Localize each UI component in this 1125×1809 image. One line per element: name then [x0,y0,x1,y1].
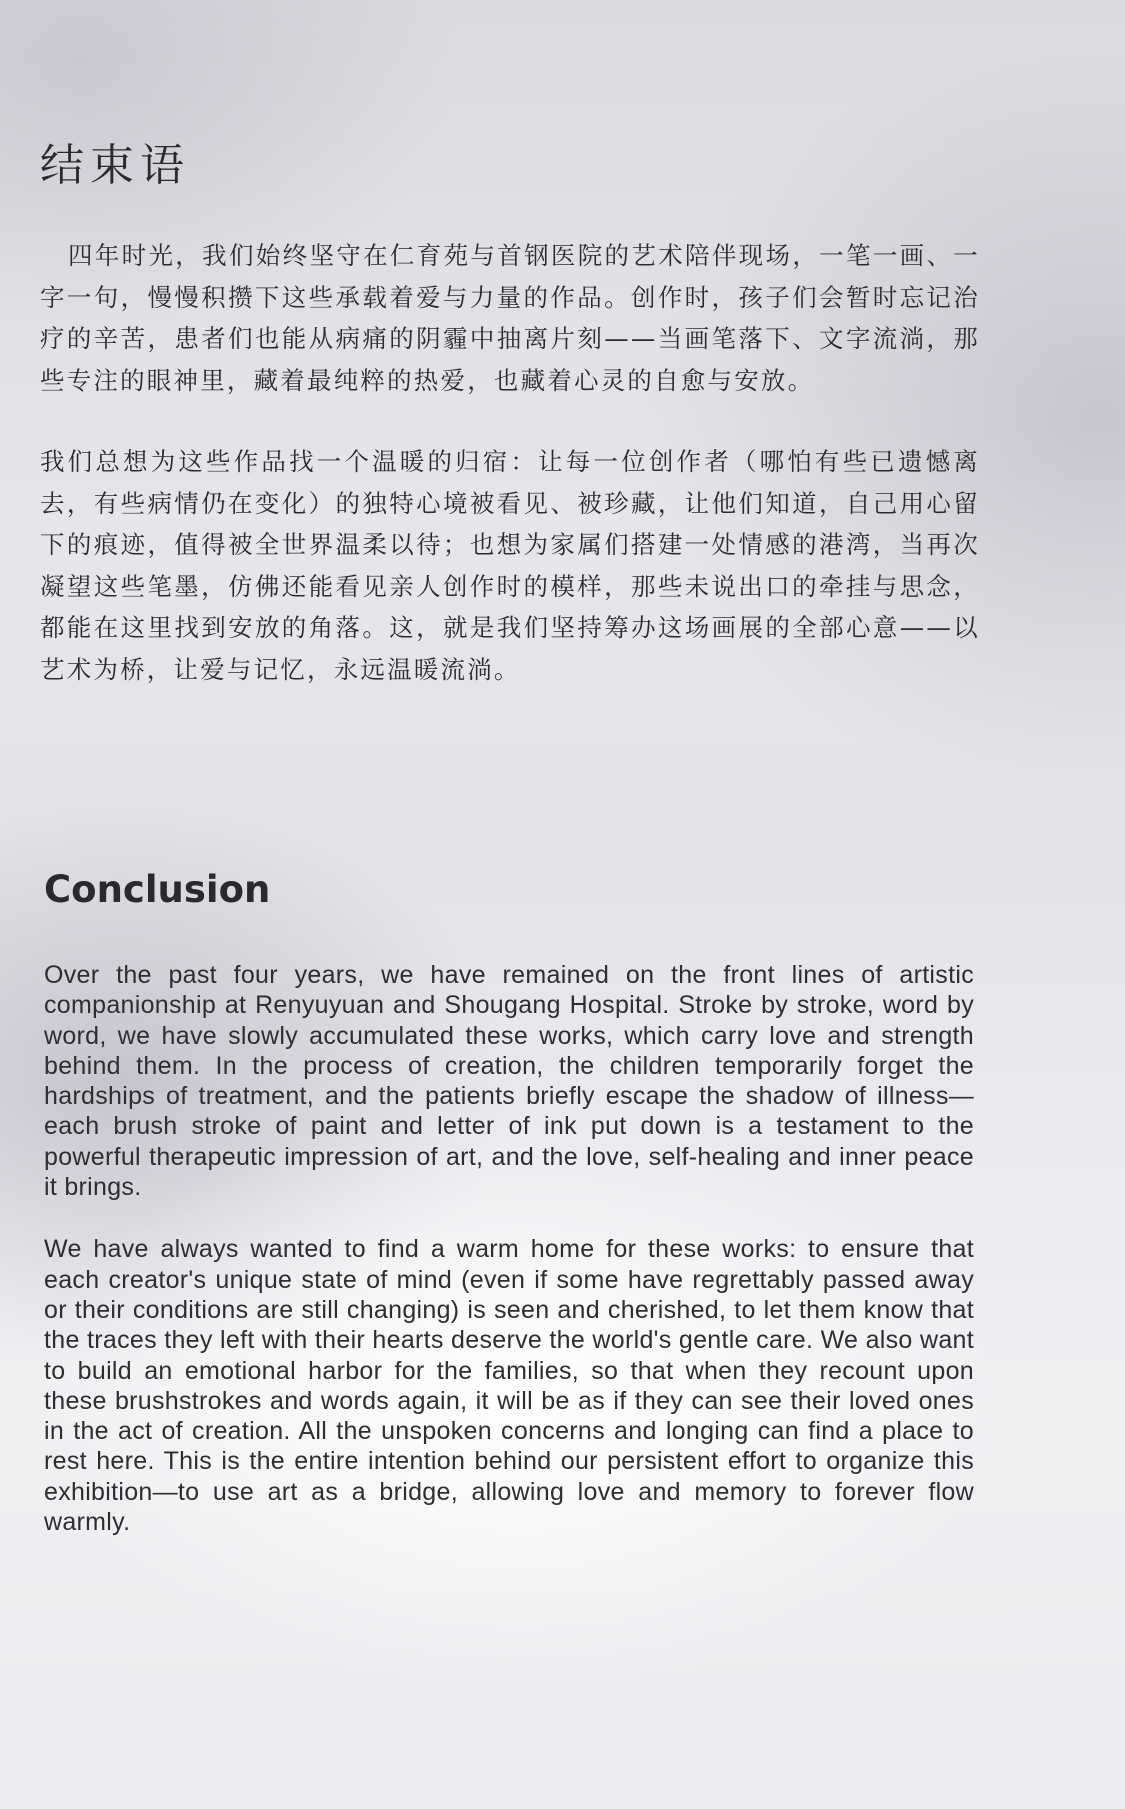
english-heading: Conclusion [44,868,271,911]
chinese-paragraph-2: 我们总想为这些作品找一个温暖的归宿：让每一位创作者（哪怕有些已遗憾离去，有些病情仍在变化）的独特心境被看见、被珍藏，让他们知道，自己用心留下的痕迹，值得被全世界温柔以待；也想为家属们搭建一处情感的港湾，当再次凝望这些笔墨，仿佛还能看见亲人创作时的模样，那些未说出口的牵挂与思念，都能在这里找到安放的角落。这，就是我们坚持筹办这场画展的全部心意——以艺术为桥，让爱与记忆，永远温暖流淌。 [40,447,980,684]
english-body [44,960,974,1569]
english-paragraph-1: Over the past four years, we have remained on the front lines of artistic companionship at Renyuyuan and Shougang Hospital. Stroke by stroke, word by word, we have slowly accumulated these works, which carry love and strength behind them. In the process of creation, the children temporarily forget the hardships of treatment, and the patients briefly escape the shadow of illness—each brush stroke of paint and letter of ink put down is a testament to the powerful therapeutic impression of art, and the love, self-healing and inner peace it brings. [44,961,974,1202]
chinese-body [40,235,980,730]
english-paragraph-2: We have always wanted to find a warm home for these works: to ensure that each creator's unique state of mind (even if some have regrettably passed away or their conditions are still changing) is seen and cherished, to let them know that the traces they left with their hearts deserve the world's gentle care. We also want to build an emotional harbor for the families, so that when they recount upon these brushstrokes and words again, it will be as if they can see their loved ones in the act of creation. All the unspoken concerns and longing can find a place to rest here. This is the entire intention behind our persistent effort to organize this exhibition—to use art as a bridge, allowing love and memory to forever flow warmly. [44,1235,974,1537]
chinese-heading: 结束语 [40,140,190,191]
chinese-paragraph-1: 四年时光，我们始终坚守在仁育苑与首钢医院的艺术陪伴现场，一笔一画、一字一句，慢慢积攒下这些承载着爱与力量的作品。创作时，孩子们会暂时忘记治疗的辛苦，患者们也能从病痛的阴霾中抽离片刻——当画笔落下、文字流淌，那些专注的眼神里，藏着最纯粹的热爱，也藏着心灵的自愈与安放。 [40,241,980,395]
